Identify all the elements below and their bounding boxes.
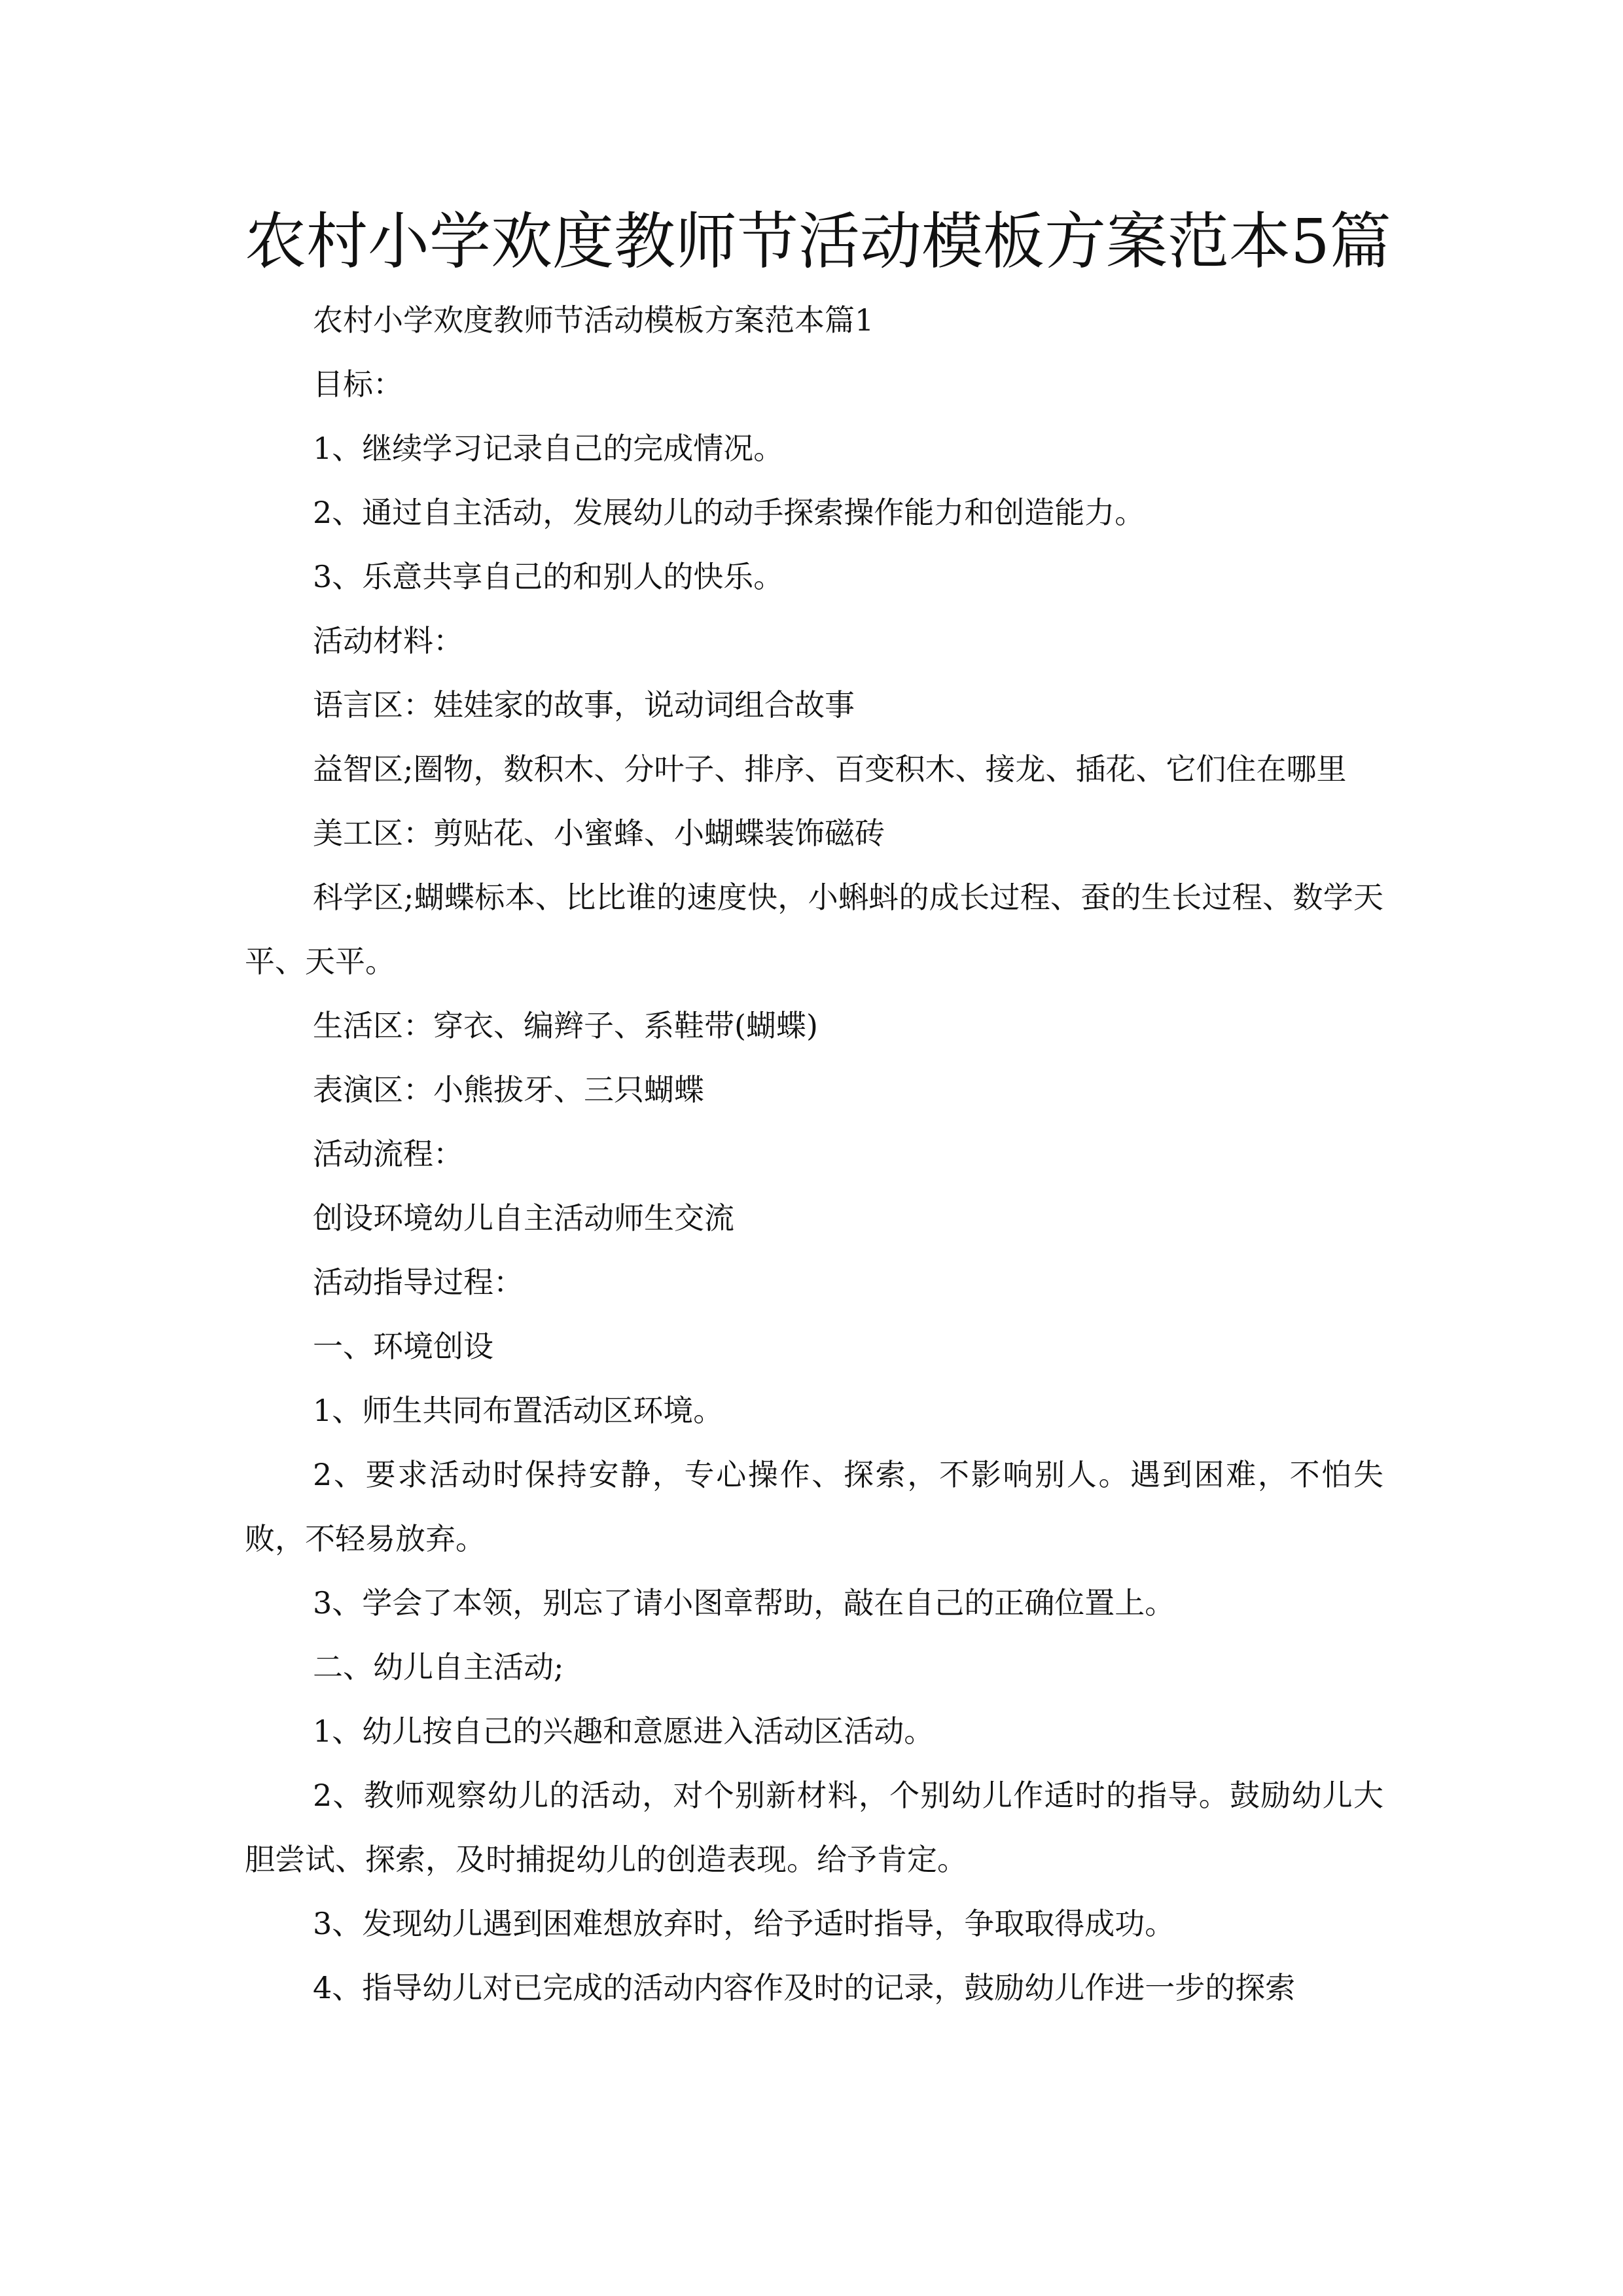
paragraph: 1、继续学习记录自己的完成情况。 [313, 431, 784, 466]
paragraph: 3、发现幼儿遇到困难想放弃时，给予适时指导，争取取得成功。 [313, 1906, 1175, 1941]
paragraph: 2、通过自主活动，发展幼儿的动手探索操作能力和创造能力。 [313, 495, 1145, 530]
paragraph: 1、师生共同布置活动区环境。 [313, 1393, 724, 1428]
document-body [245, 288, 1383, 2020]
paragraph: 一、环境创设 [313, 1329, 493, 1364]
paragraph: 益智区;圈物，数积木、分叶子、排序、百变积木、接龙、插花、它们住在哪里 [313, 751, 1347, 787]
document-title: 农村小学欢度教师节活动模板方案范本5篇 [245, 206, 1391, 278]
paragraph: 活动材料： [313, 623, 463, 658]
paragraph: 活动指导过程： [313, 1265, 524, 1300]
paragraph: 二、幼儿自主活动; [313, 1649, 564, 1685]
paragraph: 表演区：小熊拔牙、三只蝴蝶 [313, 1072, 704, 1107]
section-heading: 农村小学欢度教师节活动模板方案范本篇1 [313, 302, 874, 338]
paragraph: 语言区：娃娃家的故事，说动词组合故事 [313, 687, 855, 723]
paragraph: 3、学会了本领，别忘了请小图章帮助，敲在自己的正确位置上。 [313, 1585, 1175, 1621]
paragraph: 活动流程： [313, 1136, 463, 1172]
paragraph: 生活区：穿衣、编辫子、系鞋带(蝴蝶) [313, 1008, 818, 1043]
paragraph: 美工区：剪贴花、小蜜蜂、小蝴蝶装饰磁砖 [313, 816, 885, 851]
paragraph: 目标： [313, 367, 403, 402]
paragraph: 创设环境幼儿自主活动师生交流 [313, 1200, 734, 1236]
paragraph: 3、乐意共享自己的和别人的快乐。 [313, 559, 784, 594]
paragraph: 科学区;蝴蝶标本、比比谁的速度快，小蝌蚪的成长过程、蚕的生长过程、数学天平、天平。 [245, 880, 1383, 979]
paragraph: 1、幼儿按自己的兴趣和意愿进入活动区活动。 [313, 1713, 935, 1749]
paragraph: 2、要求活动时保持安静，专心操作、探索，不影响别人。遇到困难，不怕失败，不轻易放弃。 [245, 1457, 1383, 1556]
paragraph: 4、指导幼儿对已完成的活动内容作及时的记录，鼓励幼儿作进一步的探索 [313, 1970, 1296, 2005]
paragraph: 2、教师观察幼儿的活动，对个别新材料，个别幼儿作适时的指导。鼓励幼儿大胆尝试、探索，及时捕捉幼儿的创造表现。给予肯定。 [245, 1778, 1383, 1877]
